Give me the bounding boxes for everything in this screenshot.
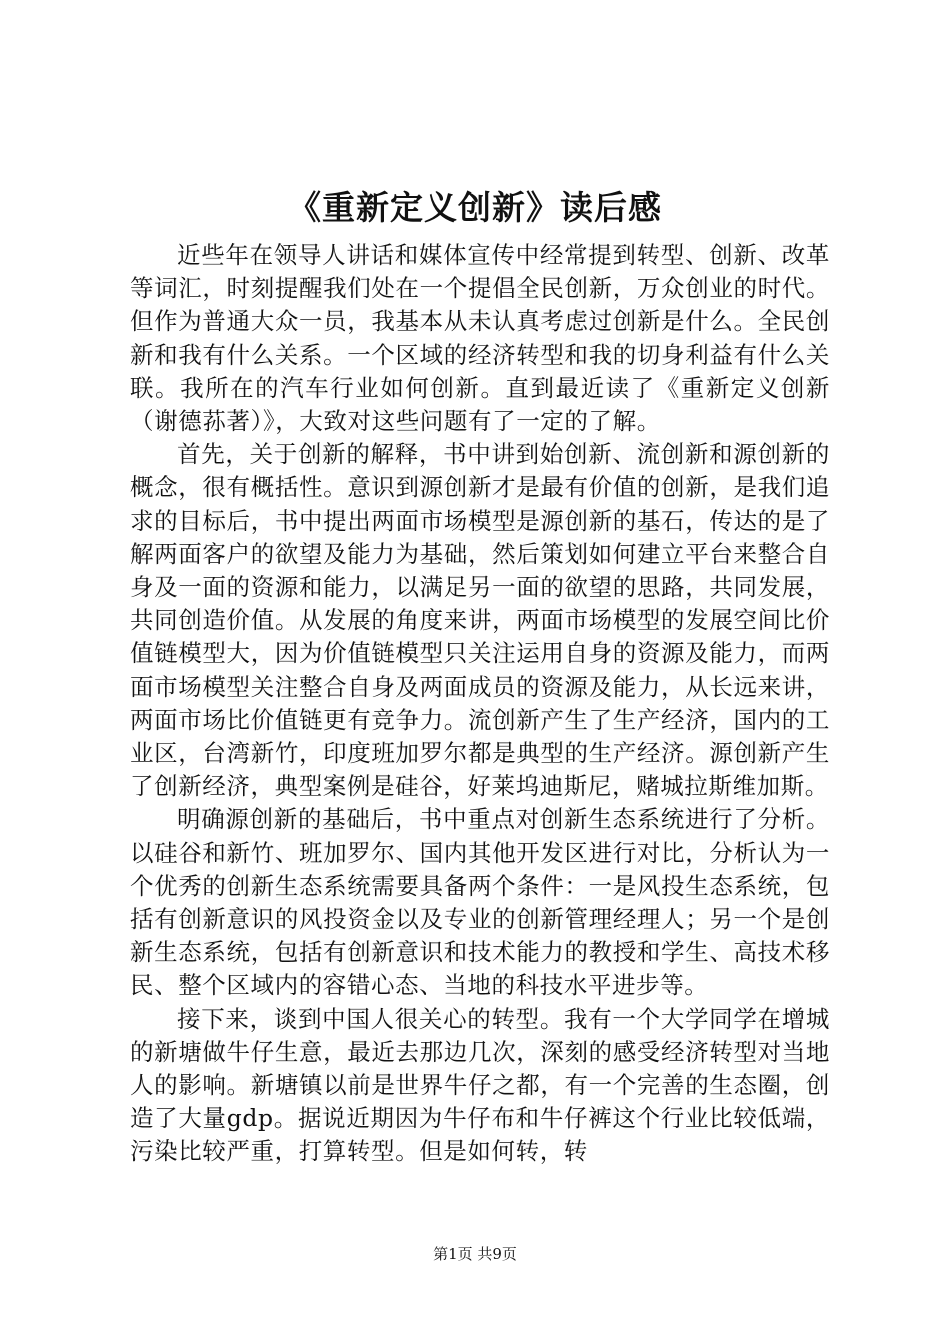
paragraph-4: 接下来，谈到中国人很关心的转型。我有一个大学同学在增城的新塘做牛仔生意，最近去那边几次，深刻的感受经济转型对当地人的影响。新塘镇以前是世界牛仔之都，有一个完善的生态圈，创造了大量gdp。据说近期因为牛仔布和牛仔裤这个行业比较低端，污染比较严重，打算转型。但是如何转，转 xyxy=(130,1004,830,1166)
document-title: 《重新定义创新》读后感 xyxy=(288,188,662,227)
paragraph-1: 近些年在领导人讲话和媒体宣传中经常提到转型、创新、改革等词汇，时刻提醒我们处在一个提倡全民创新，万众创业的时代。但作为普通大众一员，我基本从未认真考虑过创新是什么。全民创新和我有什么关系。一个区域的经济转型和我的切身利益有什么关联。我所在的汽车行业如何创新。直到最近读了《重新定义创新（谢德荪著）》，大致对这些问题有了一定的了解。 xyxy=(130,241,830,436)
document-body xyxy=(130,239,830,1169)
page-footer: 第1页 共9页 xyxy=(433,1245,517,1263)
paragraph-2: 首先，关于创新的解释，书中讲到始创新、流创新和源创新的概念，很有概括性。意识到源创新才是最有价值的创新，是我们追求的目标后，书中提出两面市场模型是源创新的基石，传达的是了解两面客户的欲望及能力为基础，然后策划如何建立平台来整合自身及一面的资源和能力，以满足另一面的欲望的思路，共同发展，共同创造价值。从发展的角度来讲，两面市场模型的发展空间比价值链模型大，因为价值链模型只关注运用自身的资源及能力，而两面市场模型关注整合自身及两面成员的资源及能力，从长远来讲，两面市场比价值链更有竞争力。流创新产生了生产经济，国内的工业区，台湾新竹，印度班加罗尔都是典型的生产经济。源创新产生了创新经济，典型案例是硅谷，好莱坞迪斯尼，赌城拉斯维加斯。 xyxy=(130,440,830,801)
paragraph-3: 明确源创新的基础后，书中重点对创新生态系统进行了分析。以硅谷和新竹、班加罗尔、国内其他开发区进行对比，分析认为一个优秀的创新生态系统需要具备两个条件：一是风投生态系统，包括有创新意识的风投资金以及专业的创新管理经理人；另一个是创新生态系统，包括有创新意识和技术能力的教授和学生、高技术移民、整个区域内的容错心态、当地的科技水平进步等。 xyxy=(130,805,830,1000)
